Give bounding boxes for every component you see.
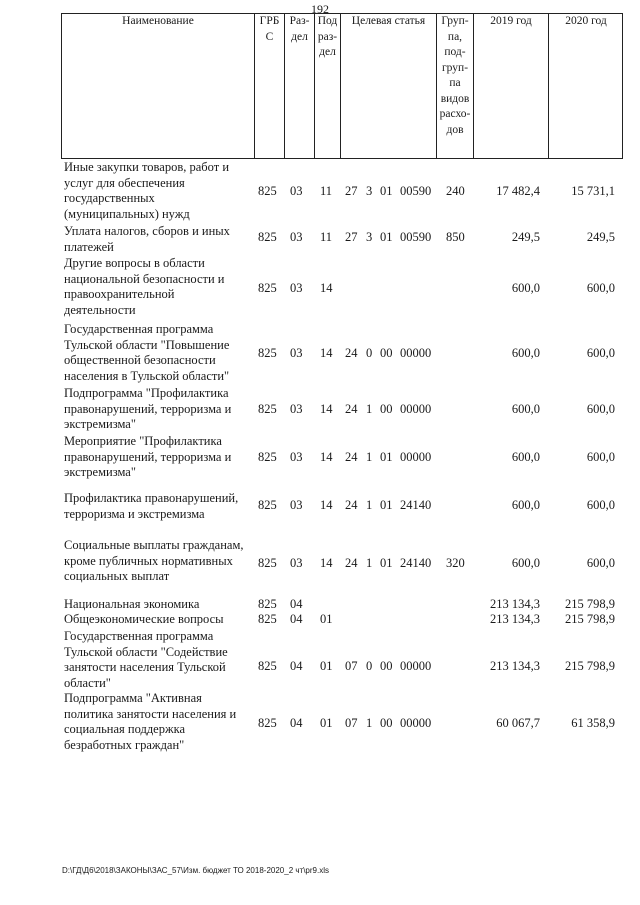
row-name-line: области" — [64, 675, 111, 690]
cell-v2019: 600,0 — [511, 346, 540, 360]
cell-vr: 320 — [446, 556, 465, 570]
row-name-line: национальной безопасности и — [64, 271, 225, 286]
row-name-line: услуг для обеспечения — [64, 175, 185, 190]
cell-v2020: 600,0 — [586, 556, 615, 570]
cell-t3: 00 — [380, 716, 393, 730]
row-name-line: Социальные выплаты гражданам, — [64, 538, 244, 552]
cell-t2: 0 — [366, 659, 373, 673]
cell-grbs: 825 — [258, 346, 277, 360]
cell-grbs: 825 — [258, 556, 277, 570]
cell-v2019: 249,5 — [511, 230, 540, 244]
header-podrazdel: Под раз- дел — [314, 13, 340, 159]
cell-vr: 240 — [446, 184, 465, 198]
cell-v2020: 15 731,1 — [571, 184, 615, 198]
cell-t4: 00590 — [400, 184, 432, 198]
cell-v2020: 249,5 — [586, 230, 615, 244]
cell-t3: 01 — [380, 184, 393, 198]
row-name-line: безработных граждан" — [64, 737, 185, 752]
cell-pr: 14 — [320, 402, 333, 416]
row-name-line: Иные закупки товаров, работ и — [64, 160, 230, 174]
header-target: Целевая статья — [340, 13, 436, 159]
cell-pr: 01 — [320, 659, 333, 673]
header-razdel: Раз- дел — [284, 13, 314, 159]
cell-v2019: 213 134,3 — [490, 659, 540, 673]
cell-rz: 03 — [290, 346, 303, 360]
cell-t1: 24 — [345, 450, 358, 464]
cell-pr: 11 — [320, 230, 333, 244]
row-name-line: занятости населения Тульской — [64, 660, 226, 674]
cell-t2: 1 — [366, 556, 373, 570]
row-name-line: деятельности — [64, 302, 136, 317]
header-2019: 2019 год — [473, 13, 548, 159]
cell-v2020: 61 358,9 — [571, 716, 615, 730]
cell-rz: 04 — [290, 716, 303, 730]
row-name — [64, 434, 256, 481]
cell-rz: 03 — [290, 498, 303, 512]
row-name-line: населения в Тульской области" — [64, 368, 230, 383]
cell-t4: 24140 — [400, 498, 432, 512]
cell-t3: 01 — [380, 556, 393, 570]
row-name — [64, 256, 256, 318]
cell-t2: 1 — [366, 450, 373, 464]
cell-t3: 01 — [380, 450, 393, 464]
cell-rz: 03 — [290, 230, 303, 244]
cell-pr: 14 — [320, 498, 333, 512]
cell-pr: 11 — [320, 184, 333, 198]
cell-t1: 24 — [345, 498, 358, 512]
row-name-line: Мероприятие "Профилактика — [64, 434, 222, 448]
cell-grbs: 825 — [258, 402, 277, 416]
row-name — [64, 691, 256, 753]
cell-v2019: 60 067,7 — [496, 716, 540, 730]
header-name: Наименование — [61, 13, 254, 159]
cell-v2019: 600,0 — [511, 281, 540, 295]
cell-v2019: 600,0 — [511, 450, 540, 464]
cell-t1: 07 — [345, 716, 358, 730]
cell-grbs: 825 — [258, 281, 277, 295]
header-group: Груп- па, под- груп- па видов расхо- дов — [436, 13, 473, 159]
cell-t1: 27 — [345, 184, 358, 198]
cell-vr: 850 — [446, 230, 465, 244]
cell-grbs: 825 — [258, 184, 277, 198]
cell-v2020: 600,0 — [586, 402, 615, 416]
row-name-line: общественной безопасности — [64, 353, 216, 367]
row-name — [64, 491, 256, 522]
cell-v2019: 17 482,4 — [496, 184, 540, 198]
cell-v2019: 213 134,3 — [490, 612, 540, 626]
row-name-line: правонарушений, терроризма и — [64, 401, 232, 416]
row-name-line: Тульской области "Повышение — [64, 337, 230, 352]
cell-pr: 14 — [320, 281, 333, 295]
header-2020: 2020 год — [548, 13, 623, 159]
cell-pr: 14 — [320, 450, 333, 464]
cell-grbs: 825 — [258, 450, 277, 464]
row-name-line: Профилактика правонарушений, — [64, 491, 239, 505]
cell-t4: 00000 — [400, 402, 432, 416]
row-name-line: Государственная программа — [64, 322, 214, 336]
cell-pr: 14 — [320, 556, 333, 570]
row-name-line: кроме публичных нормативных — [64, 553, 233, 568]
cell-t4: 00000 — [400, 716, 432, 730]
row-name-line: Уплата налогов, сборов и иных — [64, 224, 230, 238]
cell-rz: 03 — [290, 450, 303, 464]
cell-grbs: 825 — [258, 612, 277, 626]
file-path-footer: D:\ГД\Д6\2018\ЗАКОНЫ\ЗАС_57\Изм. бюджет ТО 2018-2020_2 чт\pr9.xls — [62, 866, 329, 875]
cell-pr: 01 — [320, 716, 333, 730]
cell-t4: 00590 — [400, 230, 432, 244]
cell-rz: 03 — [290, 556, 303, 570]
row-name — [64, 597, 256, 613]
cell-rz: 04 — [290, 597, 303, 611]
page-number: 192 — [311, 2, 329, 16]
row-name-line: социальных выплат — [64, 569, 170, 583]
row-name-line: Другие вопросы в области — [64, 256, 205, 270]
cell-t3: 00 — [380, 659, 393, 673]
cell-v2019: 600,0 — [511, 402, 540, 416]
row-name-line: правоохранительной — [64, 287, 175, 301]
cell-v2020: 600,0 — [586, 450, 615, 464]
cell-v2019: 600,0 — [511, 498, 540, 512]
row-name-line: социальная поддержка — [64, 722, 186, 736]
row-name — [64, 629, 256, 691]
row-name-line: экстремизма" — [64, 417, 136, 431]
cell-t1: 27 — [345, 230, 358, 244]
cell-t4: 00000 — [400, 659, 432, 673]
row-name-line: политика занятости населения и — [64, 706, 237, 721]
cell-t2: 1 — [366, 402, 373, 416]
row-name-line: платежей — [64, 239, 114, 254]
cell-v2020: 215 798,9 — [565, 612, 615, 626]
cell-pr: 01 — [320, 612, 333, 626]
cell-grbs: 825 — [258, 597, 277, 611]
cell-t1: 24 — [345, 402, 358, 416]
cell-pr: 14 — [320, 346, 333, 360]
cell-t2: 1 — [366, 716, 373, 730]
cell-rz: 04 — [290, 659, 303, 673]
row-name-line: экстремизма" — [64, 465, 136, 479]
row-name-line: Подпрограмма "Активная — [64, 691, 202, 705]
row-name-line: (муниципальных) нужд — [64, 206, 190, 221]
row-name-line: терроризма и экстремизма — [64, 506, 205, 521]
header-grbs: ГРБ С — [254, 13, 284, 159]
cell-grbs: 825 — [258, 498, 277, 512]
row-name — [64, 160, 256, 222]
cell-t2: 1 — [366, 498, 373, 512]
row-name — [64, 322, 256, 384]
cell-v2019: 600,0 — [511, 556, 540, 570]
row-name — [64, 538, 256, 585]
cell-v2020: 215 798,9 — [565, 597, 615, 611]
cell-v2020: 215 798,9 — [565, 659, 615, 673]
row-name-line: Государственная программа — [64, 629, 214, 643]
cell-t2: 0 — [366, 346, 373, 360]
cell-grbs: 825 — [258, 659, 277, 673]
row-name-line: Национальная экономика — [64, 597, 200, 611]
row-name-line: Подпрограмма "Профилактика — [64, 386, 229, 400]
row-name-line: правонарушений, терроризма и — [64, 449, 232, 464]
row-name — [64, 386, 256, 433]
cell-rz: 03 — [290, 402, 303, 416]
cell-t3: 00 — [380, 346, 393, 360]
row-name — [64, 224, 256, 255]
cell-t4: 00000 — [400, 346, 432, 360]
cell-grbs: 825 — [258, 230, 277, 244]
cell-v2019: 213 134,3 — [490, 597, 540, 611]
row-name-line: Тульской области "Содействие — [64, 644, 228, 659]
cell-t3: 01 — [380, 498, 393, 512]
cell-rz: 03 — [290, 281, 303, 295]
cell-t1: 24 — [345, 346, 358, 360]
cell-v2020: 600,0 — [586, 498, 615, 512]
cell-t1: 07 — [345, 659, 358, 673]
cell-v2020: 600,0 — [586, 281, 615, 295]
cell-t3: 01 — [380, 230, 393, 244]
cell-t2: 3 — [366, 230, 373, 244]
cell-t3: 00 — [380, 402, 393, 416]
cell-v2020: 600,0 — [586, 346, 615, 360]
cell-t4: 24140 — [400, 556, 432, 570]
cell-t1: 24 — [345, 556, 358, 570]
row-name — [64, 612, 256, 628]
row-name-line: государственных — [64, 191, 155, 205]
row-name-line: Общеэкономические вопросы — [64, 612, 224, 626]
cell-rz: 03 — [290, 184, 303, 198]
cell-t2: 3 — [366, 184, 373, 198]
cell-rz: 04 — [290, 612, 303, 626]
cell-t4: 00000 — [400, 450, 432, 464]
cell-grbs: 825 — [258, 716, 277, 730]
